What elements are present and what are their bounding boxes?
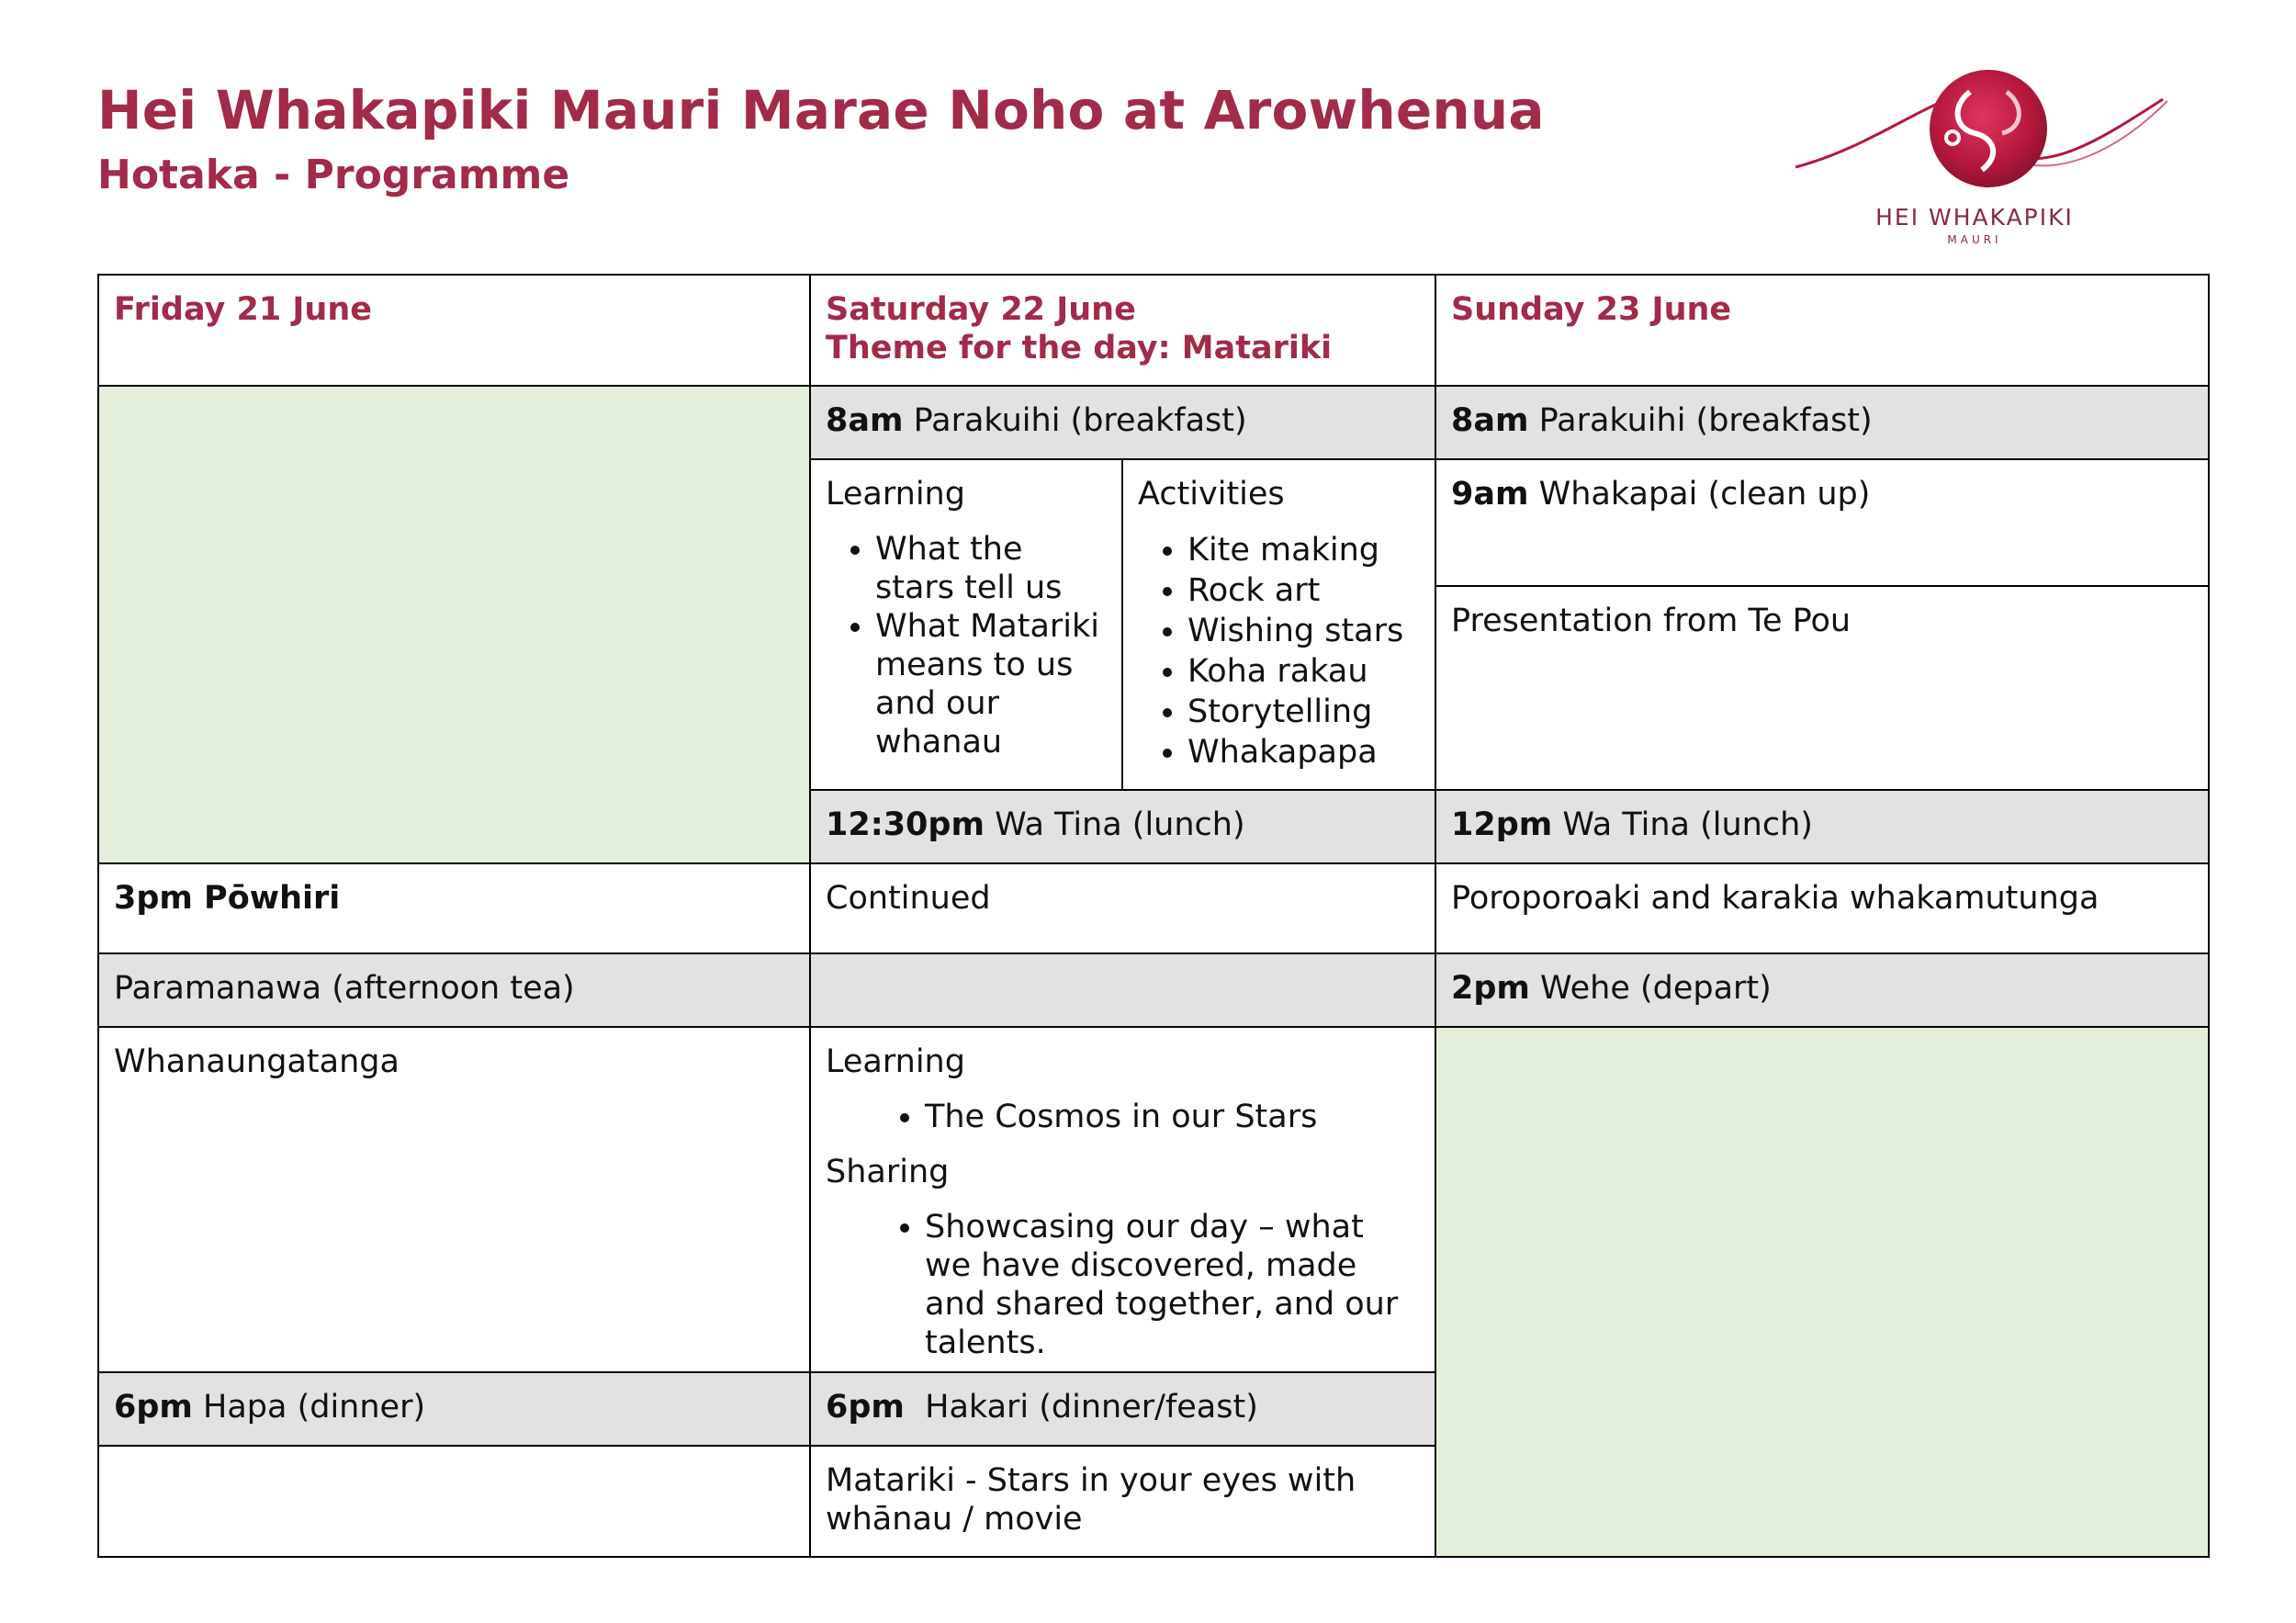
saturday-breakfast-time: 8am xyxy=(826,402,904,439)
sunday-header xyxy=(1435,275,2209,386)
logo-emblem-icon xyxy=(1791,64,2177,211)
friday-dinner-time: 6pm xyxy=(114,1389,193,1426)
saturday-activities-heading: Activities xyxy=(1138,476,1285,513)
saturday-lunch xyxy=(810,790,1435,863)
saturday-activities xyxy=(1122,459,1435,790)
page-subtitle: Hotaka - Programme xyxy=(97,152,570,198)
saturday-breakfast-label: Parakuihi (breakfast) xyxy=(913,402,1247,439)
saturday-header xyxy=(810,275,1435,386)
logo-text: HEI WHAKAPIKI xyxy=(1875,204,2074,231)
saturday-lunch-label: Wa Tina (lunch) xyxy=(995,806,1245,843)
saturday-learning xyxy=(810,459,1122,790)
list-item: • What the stars tell us xyxy=(875,530,1107,607)
saturday-afternoon-learning-list xyxy=(826,1098,1420,1136)
sunday-depart xyxy=(1435,953,2209,1027)
hei-whakapiki-logo xyxy=(1791,64,2177,248)
saturday-theme: Theme for the day: Matariki xyxy=(826,330,1333,366)
list-item: • What Matariki means to us and our whanau xyxy=(875,607,1107,761)
saturday-afternoon-learning-heading: Learning xyxy=(826,1043,965,1080)
saturday-dinner-time: 6pm xyxy=(826,1389,905,1426)
sunday-depart-time: 2pm xyxy=(1451,970,1530,1007)
saturday-dinner xyxy=(810,1372,1435,1446)
saturday-continued xyxy=(810,863,1435,953)
logo-subtext: MAURI xyxy=(1947,233,2002,246)
sunday-presentation xyxy=(1435,586,2209,790)
sunday-cleanup xyxy=(1435,459,2209,586)
list-item: • Kite making xyxy=(1187,530,1420,570)
friday-powhiri-text: 3pm Pōwhiri xyxy=(114,880,341,917)
sunday-breakfast-label: Parakuihi (breakfast) xyxy=(1538,402,1873,439)
friday-dinner-label: Hapa (dinner) xyxy=(203,1389,426,1426)
saturday-evening-text: Matariki - Stars in your eyes with whānau / movie xyxy=(826,1462,1356,1538)
sunday-depart-label: Wehe (depart) xyxy=(1540,970,1772,1007)
friday-dinner xyxy=(98,1372,810,1446)
saturday-afternoon xyxy=(810,1027,1435,1372)
saturday-learning-heading: Learning xyxy=(826,476,965,513)
friday-afternoon-tea-text: Paramanawa (afternoon tea) xyxy=(114,970,575,1007)
saturday-dinner-label: Hakari (dinner/feast) xyxy=(925,1389,1258,1426)
sunday-lunch xyxy=(1435,790,2209,863)
friday-whanaungatanga xyxy=(98,1027,810,1372)
programme-table xyxy=(97,274,2210,1558)
saturday-continued-text: Continued xyxy=(826,880,991,917)
friday-header xyxy=(98,275,810,386)
sunday-lunch-time: 12pm xyxy=(1451,806,1553,843)
page-title: Hei Whakapiki Mauri Marae Noho at Arowhenua xyxy=(97,79,1545,141)
list-item: • Showcasing our day – what we have discovered, made and shared together, and our talents. xyxy=(925,1208,1420,1362)
friday-evening-empty xyxy=(98,1446,810,1557)
sunday-cleanup-time: 9am xyxy=(1451,476,1529,513)
list-item: • Koha rakau xyxy=(1187,651,1420,692)
friday-afternoon-tea xyxy=(98,953,810,1027)
friday-empty-morning xyxy=(98,386,810,863)
saturday-date: Saturday 22 June xyxy=(826,291,1136,328)
list-item: • The Cosmos in our Stars xyxy=(925,1098,1420,1136)
sunday-presentation-text: Presentation from Te Pou xyxy=(1451,603,1851,639)
sunday-date: Sunday 23 June xyxy=(1451,291,1732,328)
saturday-activities-list xyxy=(1138,530,1420,772)
friday-powhiri xyxy=(98,863,810,953)
sunday-lunch-label: Wa Tina (lunch) xyxy=(1562,806,1813,843)
list-item: • Wishing stars xyxy=(1187,611,1420,651)
sunday-closing xyxy=(1435,863,2209,953)
sunday-breakfast xyxy=(1435,386,2209,459)
saturday-lunch-time: 12:30pm xyxy=(826,806,985,843)
sunday-breakfast-time: 8am xyxy=(1451,402,1529,439)
saturday-sharing-list xyxy=(826,1208,1420,1362)
list-item: • Whakapapa xyxy=(1187,732,1420,772)
saturday-sharing-heading: Sharing xyxy=(826,1154,950,1190)
sunday-closing-text: Poroporoaki and karakia whakamutunga xyxy=(1451,880,2099,917)
list-item: • Storytelling xyxy=(1187,692,1420,732)
saturday-afternoon-tea-empty xyxy=(810,953,1435,1027)
saturday-evening xyxy=(810,1446,1435,1557)
sunday-cleanup-label: Whakapai (clean up) xyxy=(1538,476,1871,513)
friday-whanaungatanga-text: Whanaungatanga xyxy=(114,1043,400,1080)
saturday-breakfast xyxy=(810,386,1435,459)
sunday-empty-evening xyxy=(1435,1027,2209,1557)
saturday-learning-list xyxy=(826,530,1107,761)
list-item: • Rock art xyxy=(1187,570,1420,611)
friday-date: Friday 21 June xyxy=(114,291,373,328)
